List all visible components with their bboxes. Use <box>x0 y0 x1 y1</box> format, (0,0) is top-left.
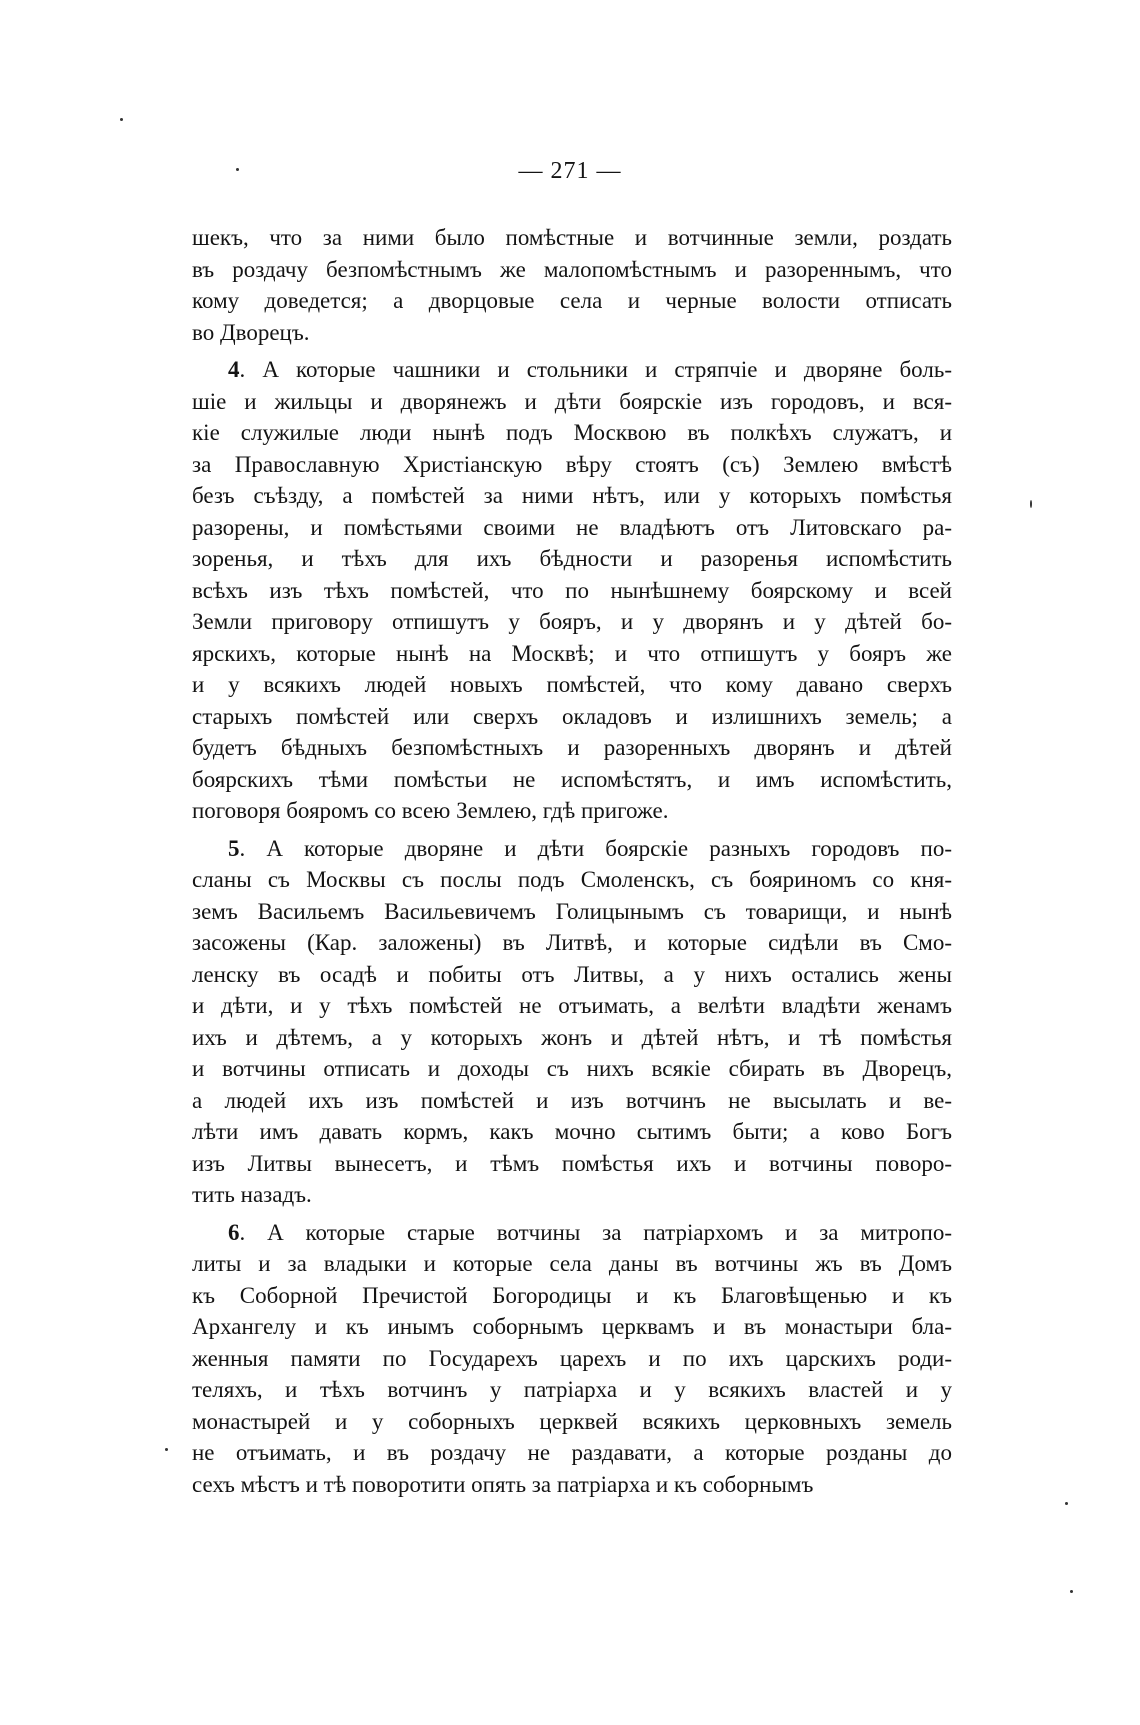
line-text: кому доведется; а дворцовые села и черные волости отписать <box>192 288 952 313</box>
line-text: старыхъ помѣстей или сверхъ окладовъ и излишнихъ земель; а <box>192 703 952 729</box>
line-text: . А которые дворяне и дѣти боярскіе разныхъ городовъ по- <box>239 835 952 861</box>
line-text: боярскихъ тѣми помѣстьи не испомѣстятъ, и имъ испомѣстить, <box>192 766 952 792</box>
line-text: женныя памяти по Государехъ царехъ и по ихъ царскихъ роди- <box>192 1345 952 1371</box>
paragraph-number: 6 <box>228 1219 240 1245</box>
line-text: и у всякихъ людей новыхъ помѣстей, что кому давано сверхъ <box>192 672 952 697</box>
scan-speck <box>1070 1590 1073 1593</box>
text-line <box>192 386 952 418</box>
text-line <box>192 222 952 254</box>
line-text: изъ Литвы вынесетъ, и тѣмъ помѣстья ихъ и вотчины поворо- <box>192 1150 952 1176</box>
line-text: сланы съ Москвы съ послы подъ Смоленскъ, съ бояриномъ со кня- <box>192 867 952 892</box>
text-line <box>192 638 952 670</box>
text-line <box>192 1022 952 1054</box>
line-text: Земли приговору отпишутъ у бояръ, и у дворянъ и у дѣтей бо- <box>192 609 952 634</box>
text-line <box>192 669 952 701</box>
text-line <box>192 254 952 286</box>
text-line <box>192 1437 952 1469</box>
text-line <box>192 1406 952 1438</box>
text-line <box>192 1116 952 1148</box>
text-line <box>192 795 952 827</box>
paragraph <box>192 222 952 348</box>
text-line <box>192 927 952 959</box>
line-text: не отъимать, и въ роздачу не раздавати, а которые розданы до <box>192 1440 952 1465</box>
text-line <box>192 1248 952 1280</box>
page-number: — 271 — <box>518 158 622 184</box>
paragraph <box>192 354 952 827</box>
line-text: во Дворецъ. <box>192 319 310 345</box>
text-line <box>192 354 952 386</box>
text-line <box>192 285 952 317</box>
scan-speck <box>1030 500 1032 508</box>
text-line <box>192 1085 952 1117</box>
text-line <box>192 1311 952 1343</box>
text-line <box>192 1053 952 1085</box>
line-text: сехъ мѣстъ и тѣ поворотити опять за патріарха и къ соборнымъ <box>192 1471 814 1497</box>
line-text: лѣти имъ давать кормъ, какъ мочно сытимъ быти; а ково Богъ <box>192 1119 952 1144</box>
text-line <box>192 575 952 607</box>
text-line <box>192 543 952 575</box>
paragraph <box>192 833 952 1211</box>
body-text <box>192 222 952 1500</box>
scan-speck <box>1065 1502 1068 1505</box>
text-line <box>192 864 952 896</box>
text-line <box>192 959 952 991</box>
line-text: и вотчины отписать и доходы съ нихъ всякіе сбирать въ Дворецъ, <box>192 1056 952 1081</box>
line-text: ленску въ осадѣ и побиты отъ Литвы, а у нихъ остались жены <box>192 961 952 987</box>
line-text: литы и за владыки и которые села даны въ вотчины жъ въ Домъ <box>192 1251 952 1276</box>
scan-speck <box>165 1448 168 1451</box>
line-text: всѣхъ изъ тѣхъ помѣстей, что по нынѣшнему боярскому и всей <box>192 577 952 603</box>
text-line <box>192 1343 952 1375</box>
line-text: зоренья, и тѣхъ для ихъ бѣдности и разоренья испомѣстить <box>192 546 952 571</box>
paragraph-number: 5 <box>228 835 240 861</box>
line-text: . А которые старые вотчины за патріархомъ и за митропо- <box>239 1219 952 1245</box>
text-line <box>192 1217 952 1249</box>
text-line <box>192 1148 952 1180</box>
text-line <box>192 701 952 733</box>
line-text: засожены (Кар. заложены) въ Литвѣ, и которые сидѣли въ Смо- <box>192 930 952 955</box>
text-line <box>192 512 952 544</box>
text-line <box>192 896 952 928</box>
line-text: земъ Васильемъ Васильевичемъ Голицынымъ съ товарищи, и нынѣ <box>192 898 952 924</box>
line-text: Архангелу и къ инымъ соборнымъ церквамъ и въ монастыри бла- <box>192 1314 952 1339</box>
line-text: къ Соборной Пречистой Богородицы и къ Благовѣщенью и къ <box>192 1282 952 1308</box>
text-line <box>192 990 952 1022</box>
line-text: . А которые чашники и стольники и стряпчіе и дворяне боль- <box>239 357 952 382</box>
text-line <box>192 1469 952 1501</box>
line-text: тить назадъ. <box>192 1182 312 1207</box>
text-line <box>192 417 952 449</box>
line-text: монастырей и у соборныхъ церквей всякихъ церковныхъ земель <box>192 1408 952 1434</box>
text-line <box>192 606 952 638</box>
line-text: ихъ и дѣтемъ, а у которыхъ жонъ и дѣтей нѣтъ, и тѣ помѣстья <box>192 1024 952 1050</box>
line-text: будетъ бѣдныхъ безпомѣстныхъ и разоренныхъ дворянъ и дѣтей <box>192 735 952 760</box>
line-text: шіе и жильцы и дворянежъ и дѣти боярскіе изъ городовъ, и вся- <box>192 388 952 414</box>
line-text: разорены, и помѣстьями своими не владѣютъ отъ Литовскаго ра- <box>192 514 952 540</box>
paragraph-number: 4 <box>228 357 240 382</box>
line-text: безъ съѣзду, а помѣстей за ними нѣтъ, или у которыхъ помѣстья <box>192 483 952 508</box>
line-text: а людей ихъ изъ помѣстей и изъ вотчинъ не высылать и ве- <box>192 1087 952 1113</box>
line-text: ярскихъ, которые нынѣ на Москвѣ; и что отпишутъ у бояръ же <box>192 640 952 666</box>
text-line <box>192 764 952 796</box>
line-text: поговоря бояромъ со всею Землею, гдѣ пригоже. <box>192 798 669 823</box>
scan-speck <box>236 168 239 171</box>
text-line <box>192 449 952 481</box>
text-line <box>192 1280 952 1312</box>
text-line <box>192 317 952 349</box>
scan-speck <box>120 118 123 121</box>
paragraph <box>192 1217 952 1501</box>
text-line <box>192 732 952 764</box>
text-line <box>192 833 952 865</box>
line-text: въ роздачу безпомѣстнымъ же малопомѣстнымъ и разореннымъ, что <box>192 256 952 282</box>
text-line <box>192 1179 952 1211</box>
line-text: шекъ, что за ними было помѣстные и вотчинные земли, роздать <box>192 225 952 250</box>
line-text: и дѣти, и у тѣхъ помѣстей не отъимать, а велѣти владѣти женамъ <box>192 993 952 1018</box>
line-text: кіе служилые люди нынѣ подъ Москвою въ полкѣхъ служатъ, и <box>192 420 952 445</box>
line-text: за Православную Христіанскую вѣру стоятъ (съ) Землею вмѣстѣ <box>192 451 952 477</box>
text-line <box>192 1374 952 1406</box>
text-line <box>192 480 952 512</box>
line-text: теляхъ, и тѣхъ вотчинъ у патріарха и у всякихъ властей и у <box>192 1377 952 1402</box>
